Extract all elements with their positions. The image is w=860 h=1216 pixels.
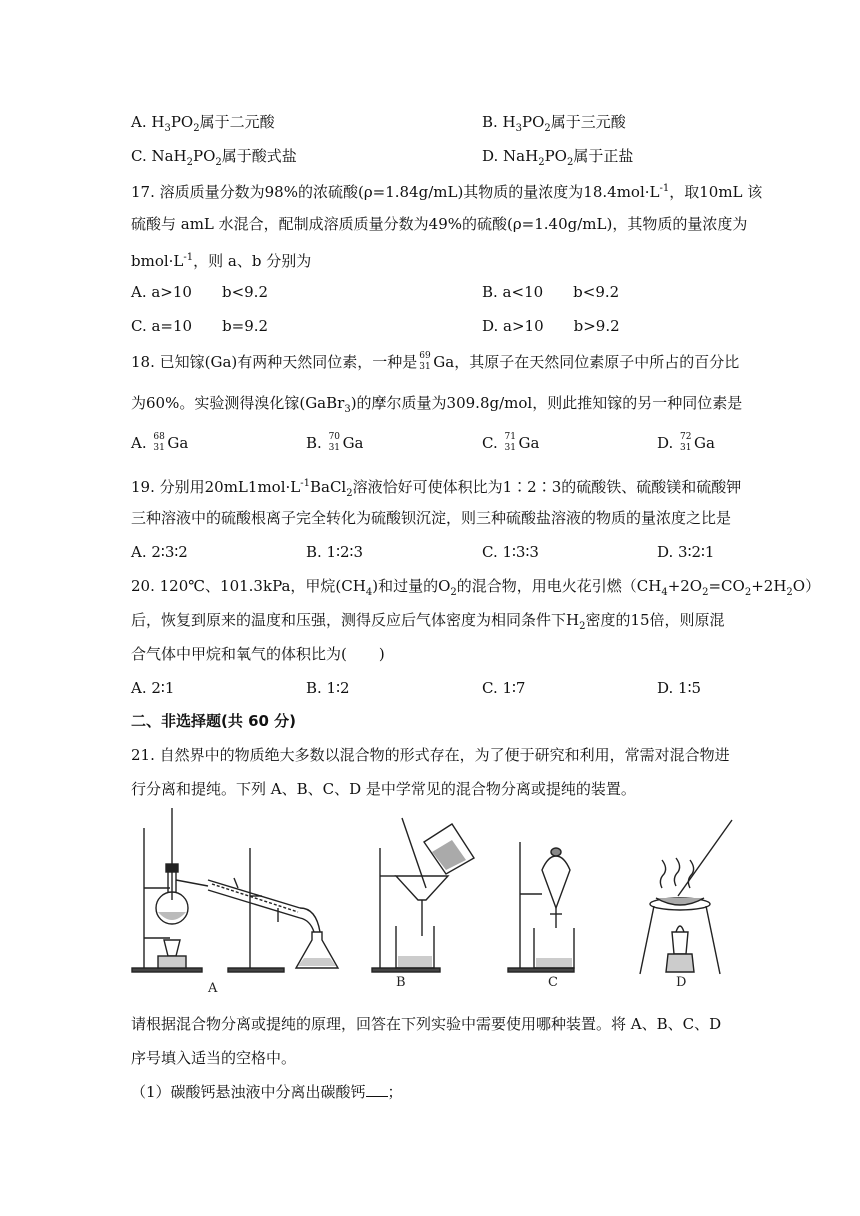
q18-option-b: B. 70 31 Ga [306, 432, 364, 453]
q20-option-b: B. 1∶2 [306, 679, 350, 697]
distillation-apparatus [132, 808, 338, 972]
q16-option-c: C. $NaH_2PO_2$属于酸式盐 [131, 147, 297, 168]
fig-label-b: B [396, 975, 406, 990]
q21-instruction-line-2: 序号填入适当的空格中。 [131, 1049, 297, 1067]
q18-option-d: D. 72 31 Ga [657, 432, 715, 453]
q16-option-b: B. $H_3PO_2$属于三元酸 [482, 113, 626, 134]
separatory-funnel-apparatus [508, 842, 574, 972]
q21-subquestion-1: （1）碳酸钙悬浊液中分离出碳酸钙 ； [131, 1083, 403, 1101]
section-2-heading: 二、非选择题(共 60 分) [131, 712, 297, 730]
q20-option-c: C. 1∶7 [482, 679, 526, 697]
q21-instruction-line-1: 请根据混合物分离或提纯的原理，回答在下列实验中需要使用哪种装置。将 A、B、C、D [131, 1015, 722, 1033]
fig-label-c: C [548, 975, 558, 990]
q17-option-a: A. a>10 b<9.2 [131, 283, 268, 301]
q18-option-c: C. 71 31 Ga [482, 432, 540, 453]
q20-stem-line-1: 20. 120℃、101.3kPa，甲烷$(CH_4)$和过量的$O_2$的混合物，用电火花引燃$(CH_4+2O_2=CO_2+2H_2O)$ [131, 577, 821, 598]
apparatus-figure [128, 808, 738, 996]
q19-option-b: B. 1∶2∶3 [306, 543, 363, 561]
q19-option-a: A. 2∶3∶2 [131, 543, 188, 561]
isotope-notation: 69 31 [419, 351, 431, 372]
filtration-apparatus [372, 818, 474, 972]
fig-label-d: D [676, 975, 687, 990]
q18-option-a: A. 68 31 Ga [131, 432, 189, 453]
q17-stem-line-3: $bmol\cdot L^{-1}$，则 a、b 分别为 [131, 252, 312, 270]
q19-option-c: C. 1∶3∶3 [482, 543, 539, 561]
q17-option-c: C. a=10 b=9.2 [131, 317, 269, 335]
q19-stem-line-1: 19. 分别用$20mL1mol\cdot L^{-1}BaCl_2$溶液恰好可使体积比为1∶2∶3的硫酸铁、硫酸镁和硫酸钾 [131, 478, 742, 499]
q18-stem-line-1: 18. 已知镓(Ga)有两种天然同位素，一种是 69 31 Ga，其原子在天然同位素原子中所占的百分比 [131, 351, 740, 372]
q20-option-a: A. 2∶1 [131, 679, 175, 697]
q17-option-d: D. a>10 b>9.2 [482, 317, 620, 335]
q21-stem-line-2: 行分离和提纯。下列 A、B、C、D 是中学常见的混合物分离或提纯的装置。 [131, 780, 636, 798]
q19-stem-line-2: 三种溶液中的硫酸根离子完全转化为硫酸钡沉淀，则三种硫酸盐溶液的物质的量浓度之比是 [131, 509, 732, 527]
q21-stem-line-1: 21. 自然界中的物质绝大多数以混合物的形式存在，为了便于研究和利用，常需对混合物进 [131, 746, 730, 764]
q20-stem-line-3: 合气体中甲烷和氧气的体积比为( ) [131, 645, 385, 663]
evaporation-apparatus [640, 820, 732, 974]
q20-option-d: D. 1∶5 [657, 679, 702, 697]
q17-stem-line-1: 17. 溶质质量分数为98%的浓硫酸(ρ=1.84g/mL)其物质的量浓度为$18.4mol\cdot L^{-1}$，取10mL 该 [131, 183, 763, 201]
q17-option-b: B. a<10 b<9.2 [482, 283, 620, 301]
answer-blank[interactable] [366, 1082, 388, 1097]
q20-stem-line-2: 后，恢复到原来的温度和压强，测得反应后气体密度为相同条件下$H_2$密度的15倍，则原混 [131, 611, 725, 632]
fig-label-a: A [208, 981, 218, 996]
q16-option-a: A. $H_3PO_2$属于二元酸 [131, 113, 275, 134]
q19-option-d: D. 3∶2∶1 [657, 543, 715, 561]
q16-option-d: D. $NaH_2PO_2$属于正盐 [482, 147, 634, 168]
q17-stem-line-2: 硫酸与 amL 水混合，配制成溶质质量分数为49%的硫酸(ρ=1.40g/mL)，其物质的量浓度为 [131, 215, 748, 233]
q18-stem-line-2: 为60%。实验测得溴化镓(GaBr$_3$)的摩尔质量为309.8g/mol，则此推知镓的另一种同位素是 [131, 394, 743, 415]
